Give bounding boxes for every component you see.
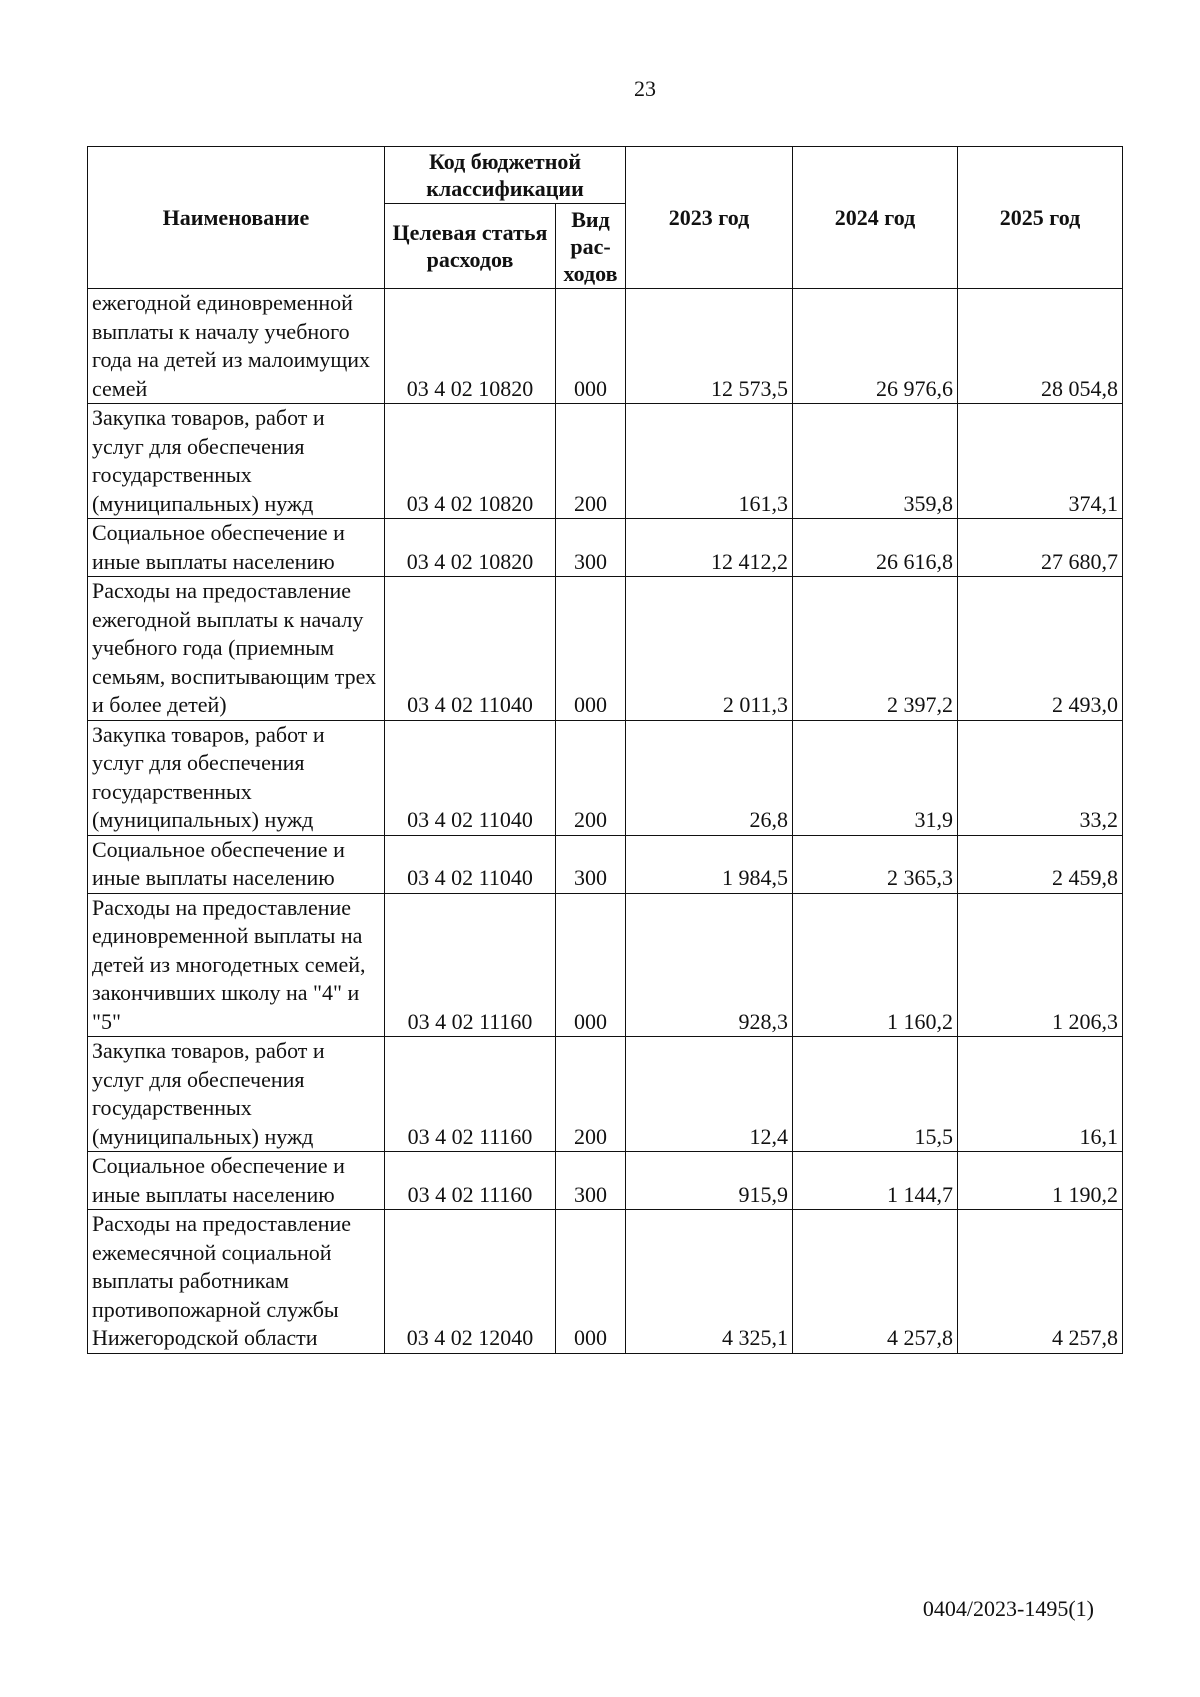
table-row bbox=[88, 1152, 1123, 1210]
cell-target-article: 03 4 02 10820 bbox=[385, 289, 556, 404]
cell-2024: 15,5 bbox=[793, 1037, 958, 1152]
table-row bbox=[88, 893, 1123, 1037]
cell-2023: 1 984,5 bbox=[626, 835, 793, 893]
cell-2023: 4 325,1 bbox=[626, 1210, 793, 1354]
cell-target-article: 03 4 02 11040 bbox=[385, 835, 556, 893]
document-id: 0404/2023-1495(1) bbox=[922, 1596, 1094, 1621]
cell-expense-type: 200 bbox=[556, 404, 626, 519]
cell-2023: 12 573,5 bbox=[626, 289, 793, 404]
cell-expense-type: 000 bbox=[556, 289, 626, 404]
page-number: 23 bbox=[634, 76, 656, 101]
cell-expense-type: 300 bbox=[556, 835, 626, 893]
cell-expense-type: 200 bbox=[556, 1037, 626, 1152]
table-row bbox=[88, 519, 1123, 577]
cell-2023: 12 412,2 bbox=[626, 519, 793, 577]
cell-2025: 2 459,8 bbox=[958, 835, 1123, 893]
cell-2024: 31,9 bbox=[793, 720, 958, 835]
cell-expense-type: 000 bbox=[556, 893, 626, 1037]
cell-2025: 16,1 bbox=[958, 1037, 1123, 1152]
cell-target-article: 03 4 02 11160 bbox=[385, 1152, 556, 1210]
cell-name: Расходы на предоставление ежегодной выплаты к началу учебного года (приемным семьям, воспитывающим трех и более детей) bbox=[88, 577, 385, 721]
cell-2024: 26 976,6 bbox=[793, 289, 958, 404]
cell-2025: 2 493,0 bbox=[958, 577, 1123, 721]
cell-2025: 374,1 bbox=[958, 404, 1123, 519]
cell-2025: 33,2 bbox=[958, 720, 1123, 835]
cell-2023: 928,3 bbox=[626, 893, 793, 1037]
cell-2023: 2 011,3 bbox=[626, 577, 793, 721]
cell-name: Закупка товаров, работ и услуг для обеспечения государственных (муниципальных) нужд bbox=[88, 1037, 385, 1152]
table-row bbox=[88, 289, 1123, 404]
table-row bbox=[88, 1210, 1123, 1354]
cell-2024: 26 616,8 bbox=[793, 519, 958, 577]
cell-2025: 1 206,3 bbox=[958, 893, 1123, 1037]
header-target-article: Целевая статья расходов bbox=[385, 204, 556, 289]
cell-target-article: 03 4 02 12040 bbox=[385, 1210, 556, 1354]
cell-name: ежегодной единовременной выплаты к началу учебного года на детей из малоимущих семей bbox=[88, 289, 385, 404]
cell-name: Социальное обеспечение и иные выплаты населению bbox=[88, 1152, 385, 1210]
header-budget-code-group: Код бюджетной классификации bbox=[385, 147, 626, 204]
cell-2023: 915,9 bbox=[626, 1152, 793, 1210]
budget-table bbox=[87, 146, 1123, 1354]
cell-expense-type: 000 bbox=[556, 1210, 626, 1354]
cell-2024: 4 257,8 bbox=[793, 1210, 958, 1354]
cell-2023: 12,4 bbox=[626, 1037, 793, 1152]
cell-target-article: 03 4 02 11040 bbox=[385, 577, 556, 721]
cell-2023: 26,8 bbox=[626, 720, 793, 835]
cell-2025: 1 190,2 bbox=[958, 1152, 1123, 1210]
table-header bbox=[88, 147, 1123, 289]
cell-2024: 1 144,7 bbox=[793, 1152, 958, 1210]
cell-name: Расходы на предоставление ежемесячной социальной выплаты работникам противопожарной службы Нижегородской области bbox=[88, 1210, 385, 1354]
header-year-2025: 2025 год bbox=[958, 147, 1123, 289]
cell-2024: 1 160,2 bbox=[793, 893, 958, 1037]
header-year-2024: 2024 год bbox=[793, 147, 958, 289]
table-row bbox=[88, 835, 1123, 893]
header-year-2023: 2023 год bbox=[626, 147, 793, 289]
cell-2024: 359,8 bbox=[793, 404, 958, 519]
table-body bbox=[88, 289, 1123, 1354]
cell-target-article: 03 4 02 10820 bbox=[385, 404, 556, 519]
table-row bbox=[88, 404, 1123, 519]
cell-2025: 27 680,7 bbox=[958, 519, 1123, 577]
cell-expense-type: 300 bbox=[556, 519, 626, 577]
cell-target-article: 03 4 02 10820 bbox=[385, 519, 556, 577]
cell-2025: 28 054,8 bbox=[958, 289, 1123, 404]
cell-name: Расходы на предоставление единовременной выплаты на детей из многодетных семей, закончивших школу на "4" и "5" bbox=[88, 893, 385, 1037]
cell-expense-type: 300 bbox=[556, 1152, 626, 1210]
cell-target-article: 03 4 02 11040 bbox=[385, 720, 556, 835]
header-name: Наименование bbox=[88, 147, 385, 289]
cell-2023: 161,3 bbox=[626, 404, 793, 519]
cell-name: Закупка товаров, работ и услуг для обеспечения государственных (муниципальных) нужд bbox=[88, 404, 385, 519]
table-row bbox=[88, 720, 1123, 835]
cell-2024: 2 365,3 bbox=[793, 835, 958, 893]
cell-expense-type: 200 bbox=[556, 720, 626, 835]
cell-name: Социальное обеспечение и иные выплаты населению bbox=[88, 835, 385, 893]
cell-name: Социальное обеспечение и иные выплаты населению bbox=[88, 519, 385, 577]
cell-2025: 4 257,8 bbox=[958, 1210, 1123, 1354]
table-row bbox=[88, 577, 1123, 721]
cell-name: Закупка товаров, работ и услуг для обеспечения государственных (муниципальных) нужд bbox=[88, 720, 385, 835]
cell-target-article: 03 4 02 11160 bbox=[385, 1037, 556, 1152]
cell-2024: 2 397,2 bbox=[793, 577, 958, 721]
cell-target-article: 03 4 02 11160 bbox=[385, 893, 556, 1037]
cell-expense-type: 000 bbox=[556, 577, 626, 721]
table-row bbox=[88, 1037, 1123, 1152]
header-expense-type: Вид рас-ходов bbox=[556, 204, 626, 289]
